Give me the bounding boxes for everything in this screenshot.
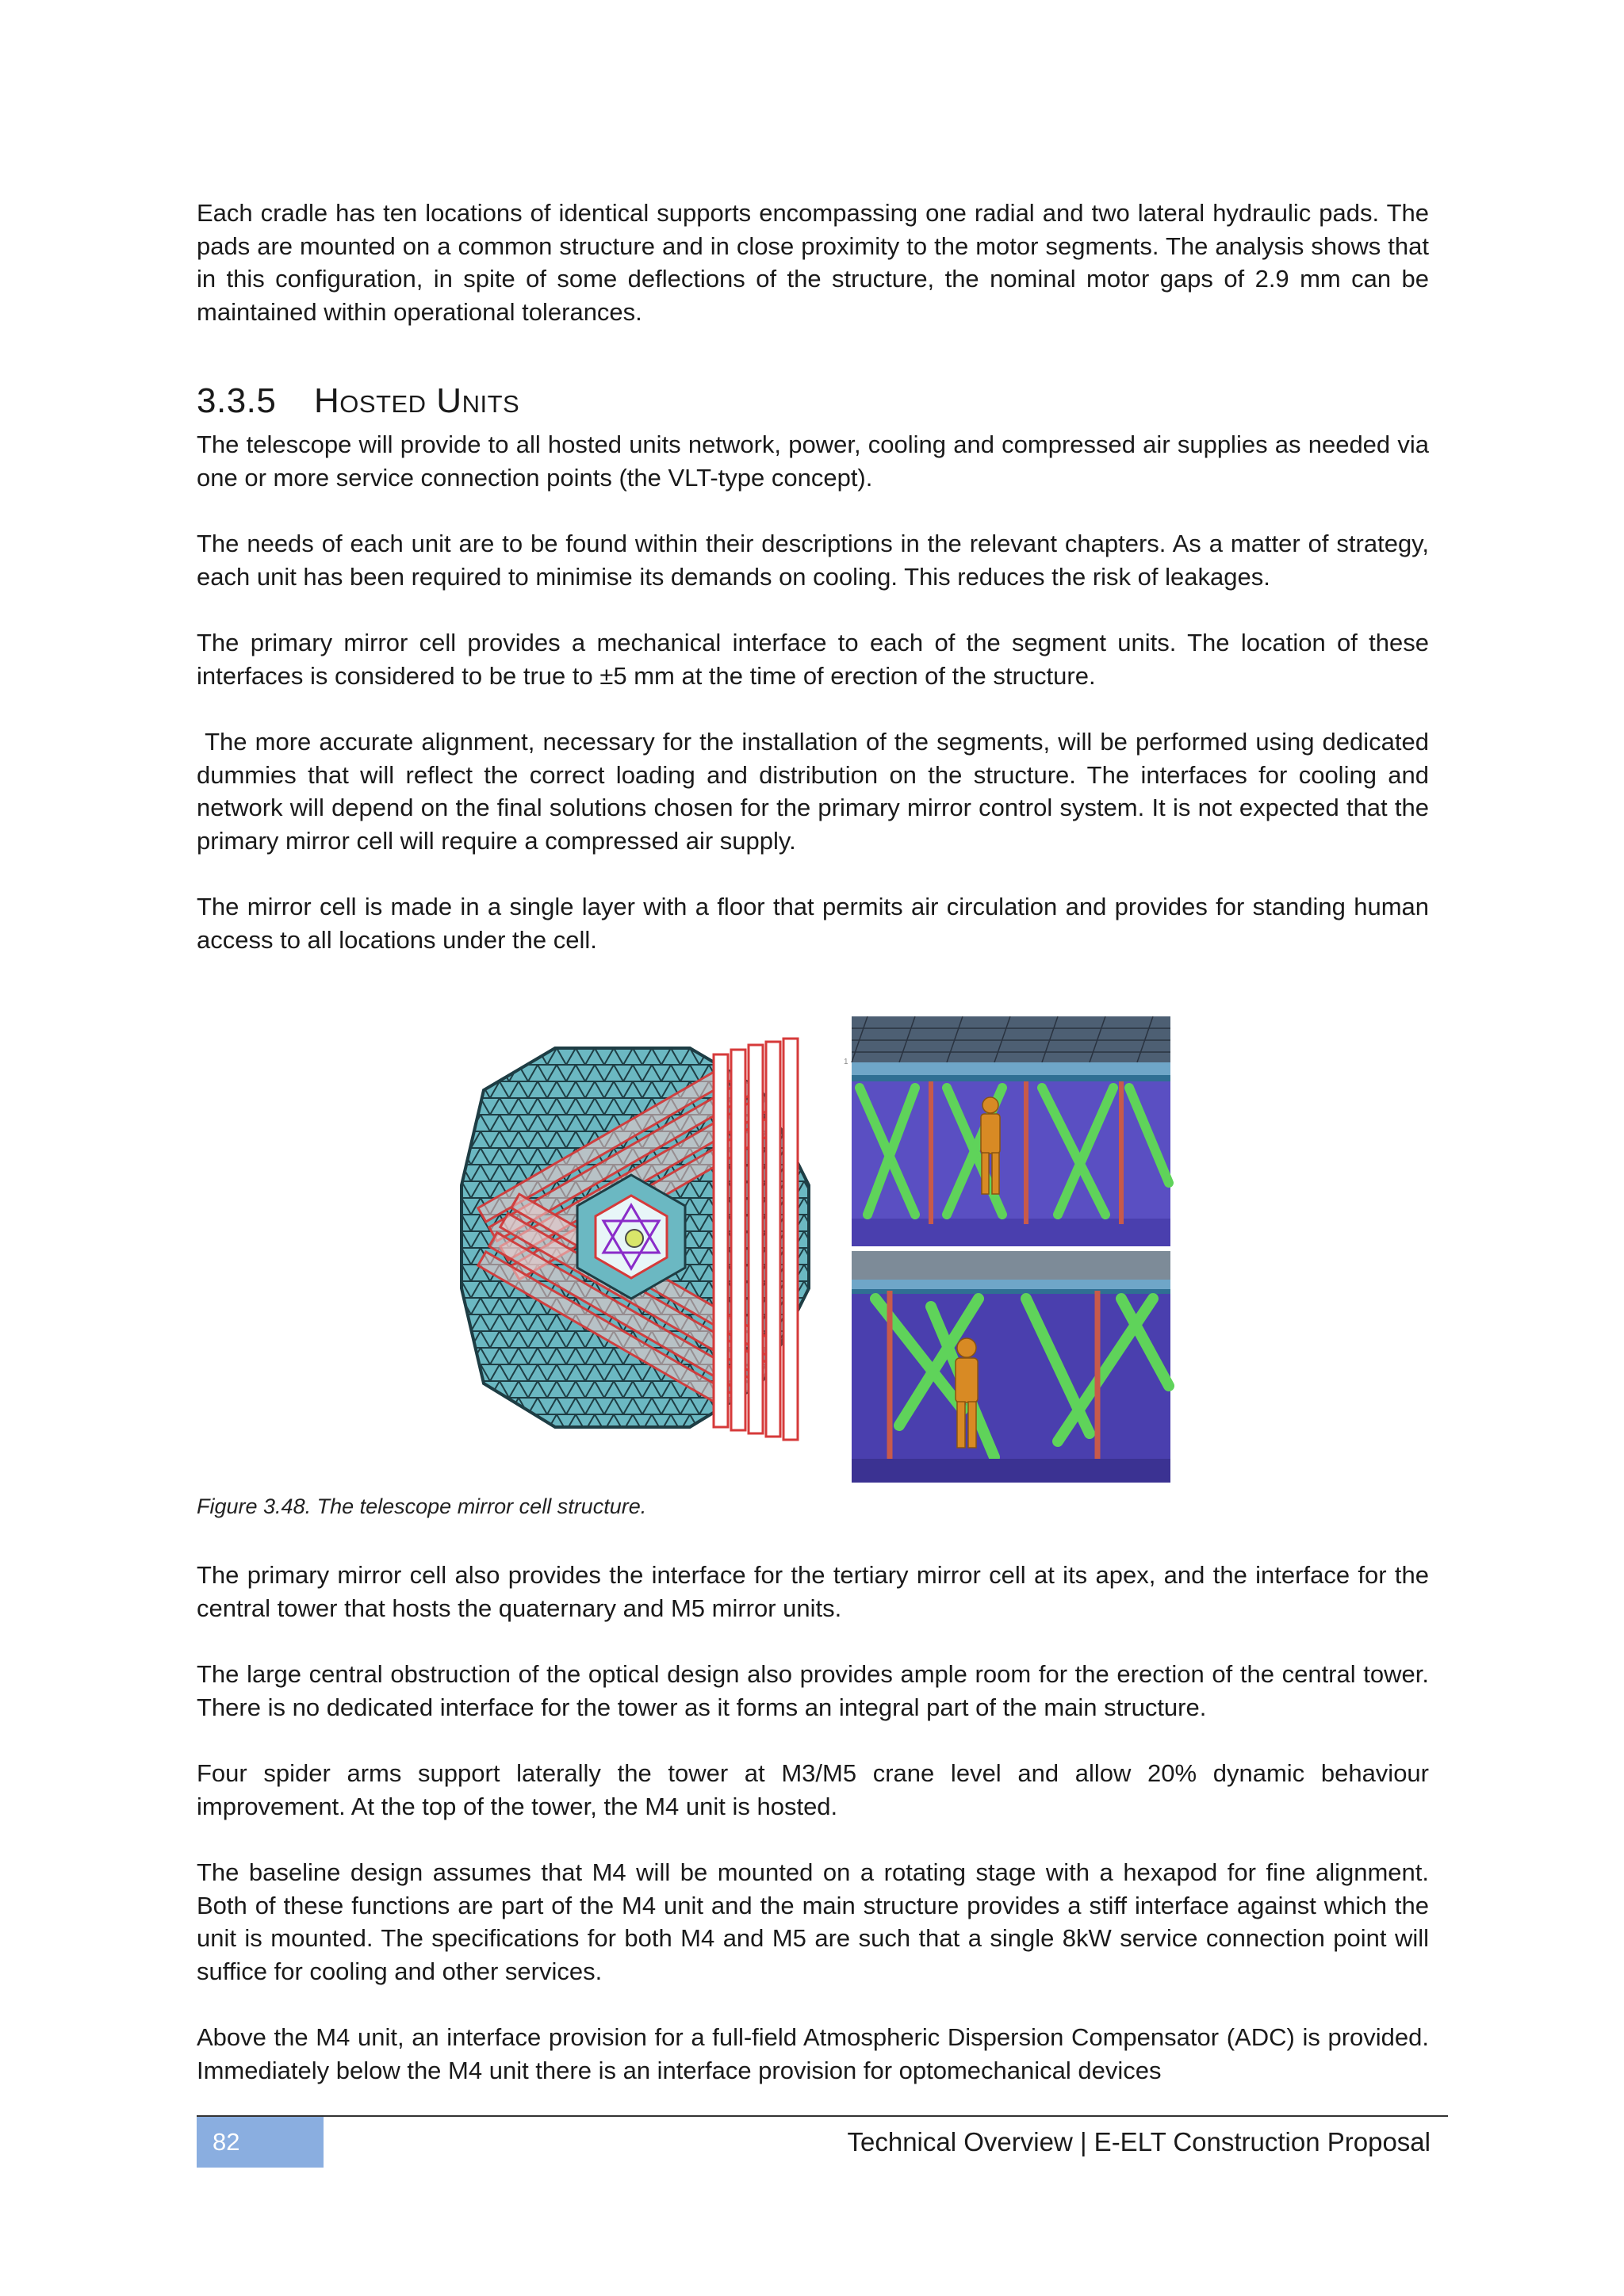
footer-divider [197,2115,1448,2117]
section-number: 3.3.5 [197,381,277,420]
page-number: 82 [197,2117,324,2168]
paragraph-group-bottom [197,1559,1429,2087]
paragraph-group-top [197,197,1429,328]
section-title: Hosted Units [314,381,520,420]
paragraph-mechanical-interface: The primary mirror cell provides a mechanical interface to each of the segment units. The location of these interfaces is considered to be true to ±5 mm at the time of erection of the structure. [197,629,1429,690]
paragraph-tertiary-interface: The primary mirror cell also provides the interface for the tertiary mirror cell at its apex, and the interface for the central tower that hosts the quaternary and M5 mirror units. [197,1561,1429,1622]
paragraph-single-layer: The mirror cell is made in a single layer with a floor that permits air circulation and provides for standing human access to all locations under the cell. [197,893,1429,954]
figure-mark: 1 [844,1058,848,1066]
mirror-cell-renders [844,1016,1170,1483]
footer-title: Technical Overview | E-ELT Construction Proposal [847,2127,1431,2156]
paragraph-spider-arms: Four spider arms support laterally the tower at M3/M5 crane level and allow 20% dynamic behaviour improvement. At the top of the tower, the M4 unit is hosted. [197,1759,1429,1820]
paragraph-baseline-design: The baseline design assumes that M4 will be mounted on a rotating stage with a hexapod for fine alignment. Both of these functions are part of the M4 unit and the main structure provides a stiff interface against which the unit is mounted. The specifications for both M4 and M5 are such that a single 8kW service connection point will suffice for cooling and other services. [197,1858,1429,1985]
paragraph-unit-needs: The needs of each unit are to be found within their descriptions in the relevant chapters. As a matter of strategy, each unit has been required to minimise its demands on cooling. This reduces the risk of leakages. [197,530,1429,591]
paragraph-central-obstruction: The large central obstruction of the optical design also provides ample room for the erection of the central tower. There is no dedicated interface for the tower as it forms an integral part of the main structure. [197,1660,1429,1721]
mirror-cell-plan-diagram [452,1015,848,1459]
figure-caption: Figure 3.48. The telescope mirror cell structure. [197,1494,647,1518]
cell-underside-render-bottom [852,1251,1170,1483]
section-heading [197,379,519,423]
paragraph-cradle-supports: Each cradle has ten locations of identical supports encompassing one radial and two lateral hydraulic pads. The pads are mounted on a common structure and in close proximity to the motor segments. The analysis shows that in this configuration, in spite of some deflections of the structure, the nominal motor gaps of 2.9 mm can be maintained within operational tolerances. [197,199,1429,326]
section-paragraphs [197,428,1436,956]
cell-underside-render-top [852,1016,1170,1246]
paragraph-adc-interface: Above the M4 unit, an interface provision for a full-field Atmospheric Dispersion Compensator (ADC) is provided. Immediately below the M4 unit there is an interface provision for optomechanical devices [197,2023,1429,2084]
paragraph-service-supplies: The telescope will provide to all hosted units network, power, cooling and compressed air supplies as needed via one or more service connection points (the VLT-type concept). [197,430,1429,492]
paragraph-accurate-alignment: The more accurate alignment, necessary for the installation of the segments, will be performed using dedicated dummies that will reflect the correct loading and distribution on the structure. The interfaces for cooling and network will depend on the final solutions chosen for the primary mirror control system. It is not expected that the primary mirror cell will require a compressed air supply. [197,728,1436,855]
